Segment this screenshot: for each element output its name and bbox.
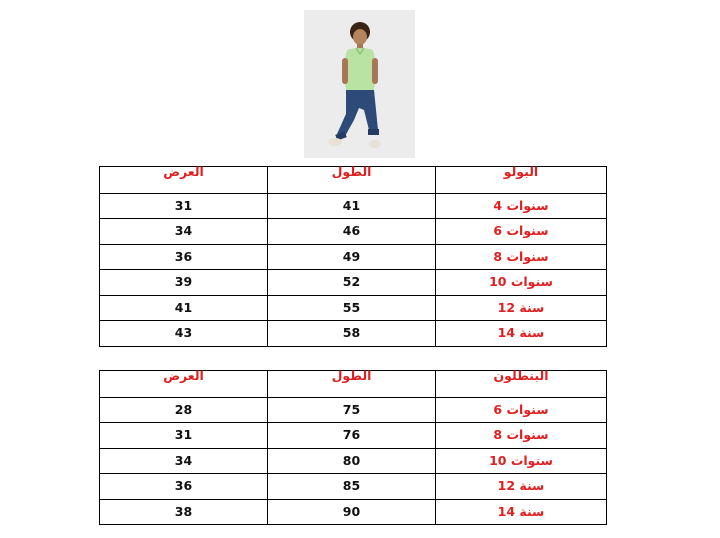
polo-size-cell: 10 سنوات [436,270,607,296]
polo-length-cell: 41 [268,193,436,219]
polo-header-product [436,164,607,194]
polo-header-product-label: البولو [503,164,539,179]
table-row [100,499,607,525]
polo-header-length-label: الطول [331,164,372,179]
polo-length-cell: 55 [268,295,436,321]
pants-length-cell: 75 [268,397,436,423]
table-row [100,193,607,219]
table-row [100,448,607,474]
pants-width-cell: 31 [100,423,268,449]
pants-header-length [268,368,436,398]
polo-length-cell: 58 [268,321,436,347]
table-row [100,295,607,321]
polo-width-cell: 36 [100,244,268,270]
polo-size-cell: 14 سنة [436,321,607,347]
child-model-photo [304,10,415,158]
pants-size-cell: 12 سنة [436,474,607,500]
polo-header-width [100,164,268,194]
table-row [100,423,607,449]
polo-width-cell: 43 [100,321,268,347]
polo-header-width-label: العرض [163,164,204,179]
polo-width-cell: 39 [100,270,268,296]
pants-size-cell: 6 سنوات [436,397,607,423]
pants-size-table [99,370,607,525]
table-row [100,219,607,245]
pants-length-cell: 76 [268,423,436,449]
pants-table-body [100,368,607,525]
polo-size-cell: 6 سنوات [436,219,607,245]
polo-size-table [99,166,607,347]
polo-header-row [100,167,607,194]
pants-header-width [100,368,268,398]
pants-header-product [436,368,607,398]
pants-length-cell: 80 [268,448,436,474]
pants-size-cell: 8 سنوات [436,423,607,449]
pants-header-length-label: الطول [331,368,372,383]
pants-size-cell: 10 سنوات [436,448,607,474]
polo-width-cell: 31 [100,193,268,219]
polo-size-cell: 12 سنة [436,295,607,321]
pants-width-cell: 38 [100,499,268,525]
table-row [100,397,607,423]
pants-width-cell: 36 [100,474,268,500]
pants-width-cell: 28 [100,397,268,423]
polo-size-cell: 4 سنوات [436,193,607,219]
pants-size-cell: 14 سنة [436,499,607,525]
polo-length-cell: 49 [268,244,436,270]
pants-header-width-label: العرض [163,368,204,383]
pants-header-row [100,371,607,398]
pants-header-product-label: البنطلون [493,368,549,383]
polo-length-cell: 46 [268,219,436,245]
table-row [100,244,607,270]
table-row [100,321,607,347]
polo-width-cell: 41 [100,295,268,321]
pants-length-cell: 85 [268,474,436,500]
polo-width-cell: 34 [100,219,268,245]
pants-length-cell: 90 [268,499,436,525]
table-row [100,474,607,500]
polo-header-length [268,164,436,194]
child-figure-image [304,10,415,158]
polo-length-cell: 52 [268,270,436,296]
table-row [100,270,607,296]
polo-table-body [100,164,607,347]
polo-size-cell: 8 سنوات [436,244,607,270]
pants-width-cell: 34 [100,448,268,474]
